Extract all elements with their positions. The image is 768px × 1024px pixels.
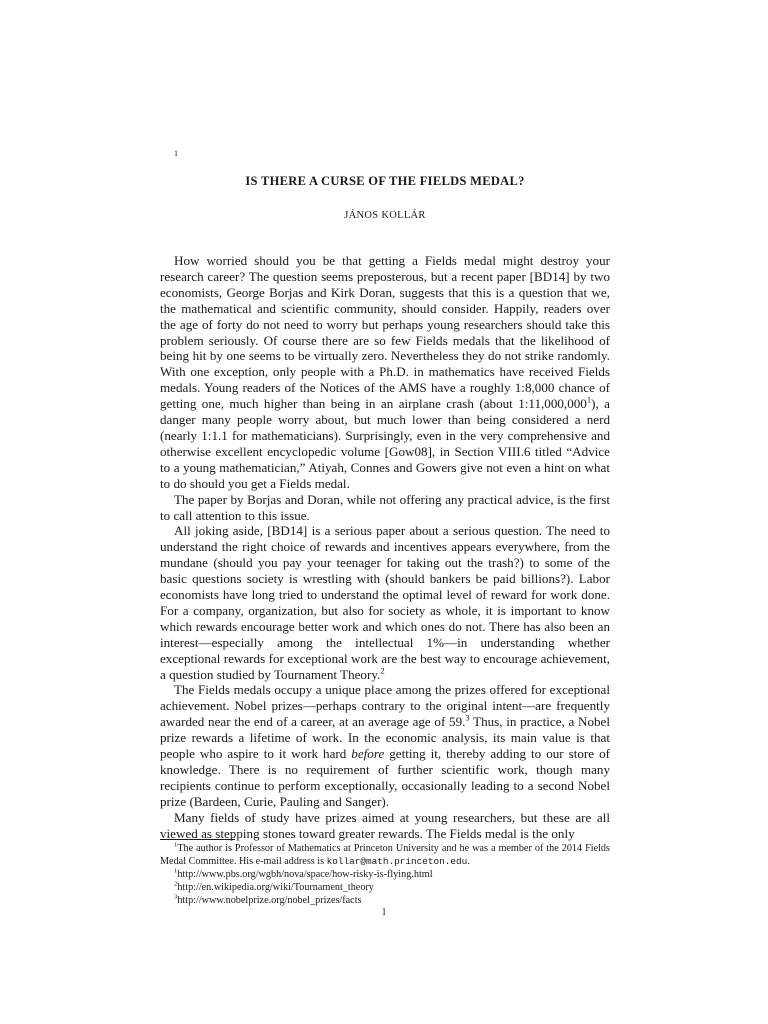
footnote-1-url[interactable]: http://www.pbs.org/wgbh/nova/space/how-risky-is-flying.html bbox=[177, 869, 433, 881]
footnotes bbox=[160, 842, 610, 907]
paper-title: IS THERE A CURSE OF THE FIELDS MEDAL? bbox=[245, 174, 525, 188]
footnote-author-mark: 1 bbox=[174, 841, 178, 849]
footnote-author-text: The author is Professor of Mathematics at Princeton University and he was a member of the 2014 Fields Medal Committee. His e-mail address is bbox=[160, 843, 610, 868]
footnote-ref-1: 1 bbox=[586, 394, 592, 405]
footnote-2 bbox=[160, 881, 610, 894]
paper-author: JÁNOS KOLLÁR bbox=[344, 210, 426, 221]
paragraph-4-text-a: The Fields medals occupy a unique place among the prizes offered for exceptional achievement. Nobel prizes—perhaps contrary to the original intent—are frequently awarded near the end of a career, at an average age of 59. bbox=[160, 682, 610, 730]
footnote-1 bbox=[160, 868, 610, 881]
footnote-2-url[interactable]: http://en.wikipedia.org/wiki/Tournament_theory bbox=[177, 882, 374, 894]
paragraph-5-text: Many fields of study have prizes aimed at young researchers, but these are all viewed as stepping stones toward greater rewards. The Fields medal is the only bbox=[160, 809, 610, 841]
paragraph-4-emphasis: before bbox=[351, 746, 385, 762]
paragraph-1-text-b: ), a danger many people worry about, but much lower than being considered a nerd (nearly 1:1.1 for mathematicians). Surprisingly, even in the very comprehensive and otherwise excellent encyclopedic volume [Gow08], in Section VIII.6 titled “Advice to a young mathematician,” Atiyah, Connes and Gowers give not even a hint on what to do should you get a Fields medal. bbox=[160, 396, 610, 491]
paragraph-3 bbox=[160, 523, 610, 682]
body-text bbox=[160, 253, 610, 842]
paragraph-3-text: All joking aside, [BD14] is a serious paper about a serious question. The need to understand the right choice of rewards and incentives appears everywhere, from the mundane (should you pay your teenager for taking out the trash?) to some of the basic questions society is wrestling with (should bankers be paid billions?). Labor economists have long tried to understand the optimal level of reward for work done. For a company, organization, but also for society as whole, it is important to know which rewards encourage better work and which ones do not. There has also been an interest—especially among the intellectual 1%—in understanding whether exceptional rewards for exceptional work are the best way to encourage achievement, a question studied by Tournament Theory. bbox=[160, 523, 610, 682]
paragraph-4-text-c: getting it, thereby adding to our store of knowledge. There is no requirement of further scientific work, though many recipients continue to perform exceptionally, occasionally leading to a second Nobel prize (Bardeen, Curie, Pauling and Sanger). bbox=[160, 746, 611, 809]
footnote-author bbox=[160, 842, 610, 868]
footnote-3-url[interactable]: http://www.nobelprize.org/nobel_prizes/facts bbox=[177, 895, 362, 907]
paragraph-5 bbox=[160, 810, 610, 842]
footnote-ref-2: 2 bbox=[380, 665, 385, 676]
paragraph-4 bbox=[160, 682, 610, 809]
footnote-rule bbox=[160, 839, 235, 840]
footnote-author-end: . bbox=[467, 856, 470, 868]
corner-page-mark: 1 bbox=[174, 149, 178, 158]
page-number: 1 bbox=[381, 907, 387, 918]
footnote-1-mark: 1 bbox=[174, 867, 178, 875]
paragraph-4-text-b: Thus, in practice, a Nobel prize rewards a lifetime of work. In the economic analysis, its main value is that people who aspire to it work hard bbox=[160, 714, 610, 762]
paragraph-1-text-a: How worried should you be that getting a Fields medal might destroy your research career? The question seems preposterous, but a recent paper [BD14] by two economists, George Borjas and Kirk Doran, suggests that this is a question that we, the mathematical and scientific community, should consider. Happily, readers over the age of forty do not need to worry but perhaps young researchers should take this problem seriously. Of course there are so few Fields medals that the likelihood of being hit by one seems to be virtually zero. Nevertheless they do not strike randomly. With one exception, only people with a Ph.D. in mathematics have received Fields medals. Young readers of the Notices of the AMS have a roughly 1:8,000 chance of getting one, much higher than being in an airplane crash (about 1:11,000,000 bbox=[160, 253, 610, 412]
footnote-3 bbox=[160, 894, 610, 907]
footnote-2-mark: 2 bbox=[174, 880, 178, 888]
paragraph-2-text: The paper by Borjas and Doran, while not offering any practical advice, is the first to call attention to this issue. bbox=[160, 491, 610, 523]
footnote-3-mark: 3 bbox=[174, 893, 178, 901]
paragraph-1 bbox=[160, 253, 610, 492]
paragraph-2 bbox=[160, 492, 610, 524]
author-email-link[interactable]: kollar@math.princeton.edu bbox=[326, 856, 468, 868]
footnote-ref-3: 3 bbox=[465, 712, 470, 723]
